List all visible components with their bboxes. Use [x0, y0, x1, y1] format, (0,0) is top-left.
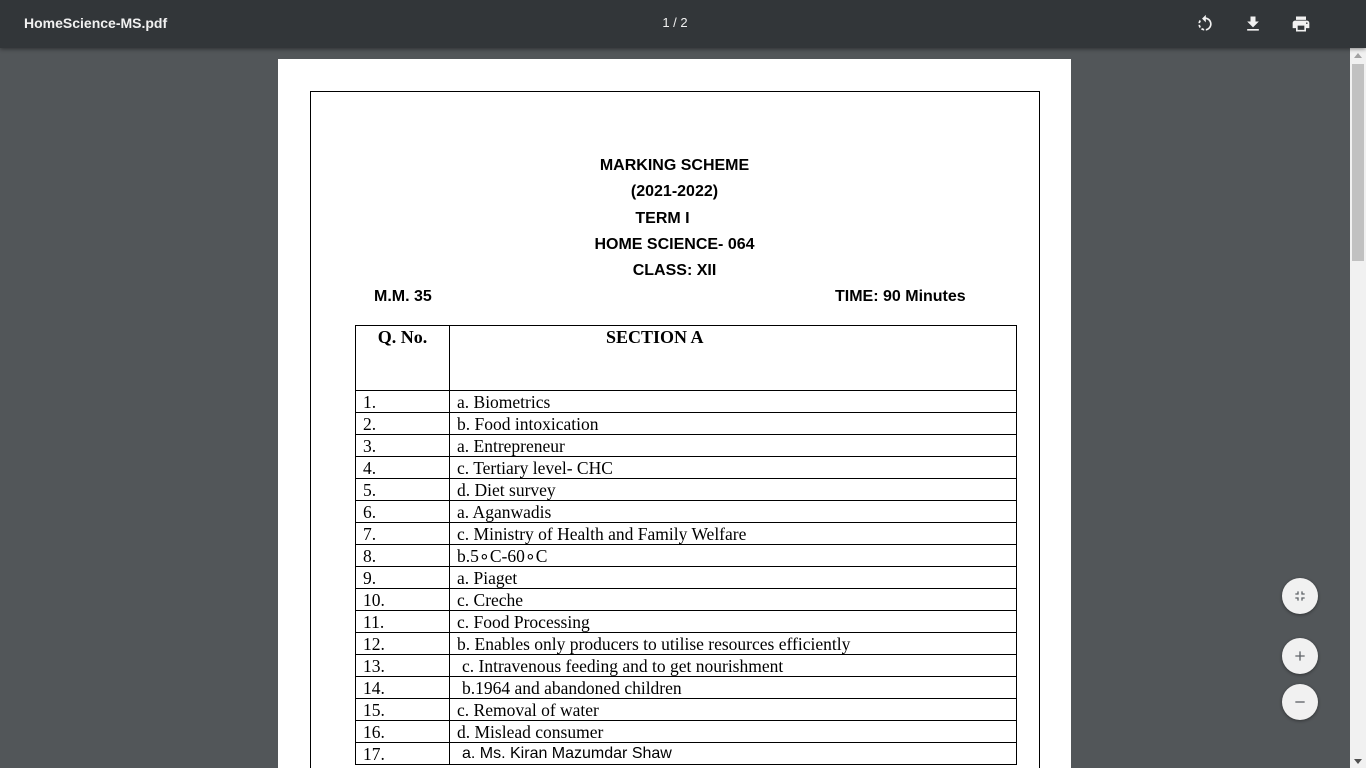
question-number: 9.: [356, 567, 450, 589]
question-number: 7.: [356, 523, 450, 545]
answer-text: c. Tertiary level- CHC: [450, 457, 1017, 479]
scrollbar-thumb[interactable]: [1352, 64, 1364, 261]
zoom-in-button[interactable]: [1282, 638, 1318, 674]
question-number: 13.: [356, 655, 450, 677]
print-button[interactable]: [1285, 8, 1317, 40]
pdf-toolbar: [0, 0, 1366, 48]
answer-text: b.5∘C-60∘C: [450, 545, 1017, 567]
question-number: 8.: [356, 545, 450, 567]
table-row: [356, 479, 1017, 501]
question-number: 11.: [356, 611, 450, 633]
answer-text: a. Aganwadis: [450, 501, 1017, 523]
table-row: [356, 633, 1017, 655]
question-number: 5.: [356, 479, 450, 501]
table-row: [356, 567, 1017, 589]
answer-text: b. Enables only producers to utilise resources efficiently: [450, 633, 1017, 655]
table-row: [356, 413, 1017, 435]
question-number: 6.: [356, 501, 450, 523]
zoom-out-button[interactable]: [1282, 684, 1318, 720]
download-icon: [1243, 14, 1263, 34]
doc-class: CLASS: XII: [632, 262, 717, 279]
answer-text: a. Entrepreneur: [450, 435, 1017, 457]
file-title: HomeScience-MS.pdf: [24, 15, 168, 31]
table-row: [356, 677, 1017, 699]
zoom-out-icon: [1292, 694, 1308, 710]
question-number: 3.: [356, 435, 450, 457]
page-indicator: 1 / 2: [662, 15, 688, 30]
pdf-page: [278, 59, 1071, 768]
answer-text: c. Removal of water: [450, 699, 1017, 721]
table-row: [356, 699, 1017, 721]
answer-text: a. Ms. Kiran Mazumdar Shaw: [450, 743, 1017, 765]
table-row: [356, 589, 1017, 611]
fit-to-page-button[interactable]: [1282, 578, 1318, 614]
vertical-scrollbar[interactable]: [1350, 48, 1366, 768]
table-row: [356, 721, 1017, 743]
time-allowed: TIME: 90 Minutes: [835, 288, 966, 305]
answer-text: b. Food intoxication: [450, 413, 1017, 435]
answer-table: [355, 325, 1017, 765]
answer-text: d. Diet survey: [450, 479, 1017, 501]
doc-term: TERM I: [635, 210, 690, 227]
question-number: 1.: [356, 391, 450, 413]
table-row: [356, 545, 1017, 567]
question-number: 12.: [356, 633, 450, 655]
table-row: [356, 501, 1017, 523]
section-header: SECTION A: [450, 326, 1017, 391]
print-icon: [1291, 14, 1311, 34]
table-row: [356, 611, 1017, 633]
answer-text: a. Piaget: [450, 567, 1017, 589]
answer-text: c. Creche: [450, 589, 1017, 611]
table-row: [356, 457, 1017, 479]
doc-title: MARKING SCHEME: [599, 157, 750, 174]
download-button[interactable]: [1237, 8, 1269, 40]
rotate-button[interactable]: [1189, 8, 1221, 40]
question-number: 14.: [356, 677, 450, 699]
table-row: [356, 435, 1017, 457]
doc-subject: HOME SCIENCE- 064: [594, 236, 755, 253]
answer-text: d. Mislead consumer: [450, 721, 1017, 743]
table-row: [356, 655, 1017, 677]
rotate-icon: [1195, 14, 1215, 34]
question-number: 4.: [356, 457, 450, 479]
max-marks: M.M. 35: [374, 288, 432, 305]
table-row: [356, 743, 1017, 765]
zoom-in-icon: [1292, 648, 1308, 664]
answer-text: c. Food Processing: [450, 611, 1017, 633]
question-number: 17.: [356, 743, 450, 765]
question-number: 10.: [356, 589, 450, 611]
question-number: 15.: [356, 699, 450, 721]
scroll-down-arrow-icon[interactable]: [1354, 759, 1362, 764]
answer-text: c. Ministry of Health and Family Welfare: [450, 523, 1017, 545]
table-header-row: [356, 326, 1017, 391]
table-row: [356, 523, 1017, 545]
answer-text: c. Intravenous feeding and to get nourishment: [450, 655, 1017, 677]
answer-text: b.1964 and abandoned children: [450, 677, 1017, 699]
doc-session: (2021-2022): [630, 183, 719, 200]
qno-header: Q. No.: [356, 326, 450, 391]
table-row: [356, 391, 1017, 413]
fit-to-page-icon: [1292, 588, 1308, 604]
question-number: 16.: [356, 721, 450, 743]
question-number: 2.: [356, 413, 450, 435]
answer-text: a. Biometrics: [450, 391, 1017, 413]
scroll-up-arrow-icon[interactable]: [1354, 53, 1362, 58]
